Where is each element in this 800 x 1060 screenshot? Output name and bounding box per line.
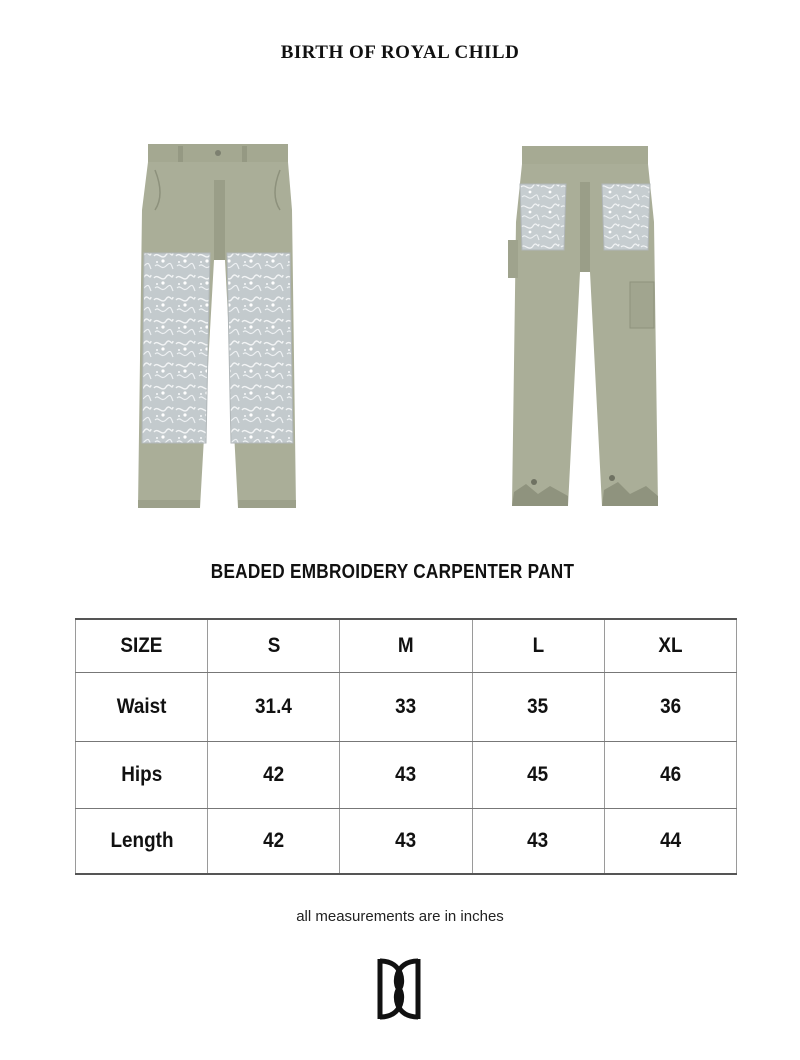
table-cell: 42 <box>208 742 340 809</box>
size-chart-table <box>75 618 737 875</box>
pant-back-body <box>508 146 658 506</box>
header-cell: SIZE <box>76 619 208 673</box>
brand-monogram-icon <box>374 955 424 1023</box>
table-cell: 31.4 <box>208 673 340 742</box>
brand-title: BIRTH OF ROYAL CHILD <box>280 42 520 63</box>
product-name: BEADED EMBROIDERY CARPENTER PANT <box>210 561 575 583</box>
table-cell: 46 <box>604 742 736 809</box>
header-cell: XL <box>604 619 736 673</box>
row-label: Waist <box>76 673 208 742</box>
header-cell: M <box>340 619 472 673</box>
table-row <box>76 809 737 875</box>
table-cell: 33 <box>340 673 472 742</box>
table-cell: 43 <box>472 809 604 875</box>
table-header-row <box>76 619 737 673</box>
measurement-note: all measurements are in inches <box>296 908 504 925</box>
table-row <box>76 742 737 809</box>
table-cell: 44 <box>604 809 736 875</box>
pant-front-body <box>138 144 296 508</box>
row-label: Length <box>76 809 208 875</box>
table-cell: 43 <box>340 809 472 875</box>
header-cell: L <box>472 619 604 673</box>
table-cell: 43 <box>340 742 472 809</box>
header-cell: S <box>208 619 340 673</box>
row-label: Hips <box>76 742 208 809</box>
pant-front-photo <box>130 140 305 512</box>
pant-back-photo <box>500 142 670 512</box>
table-cell: 35 <box>472 673 604 742</box>
table-cell: 36 <box>604 673 736 742</box>
table-row <box>76 673 737 742</box>
table-cell: 45 <box>472 742 604 809</box>
table-cell: 42 <box>208 809 340 875</box>
